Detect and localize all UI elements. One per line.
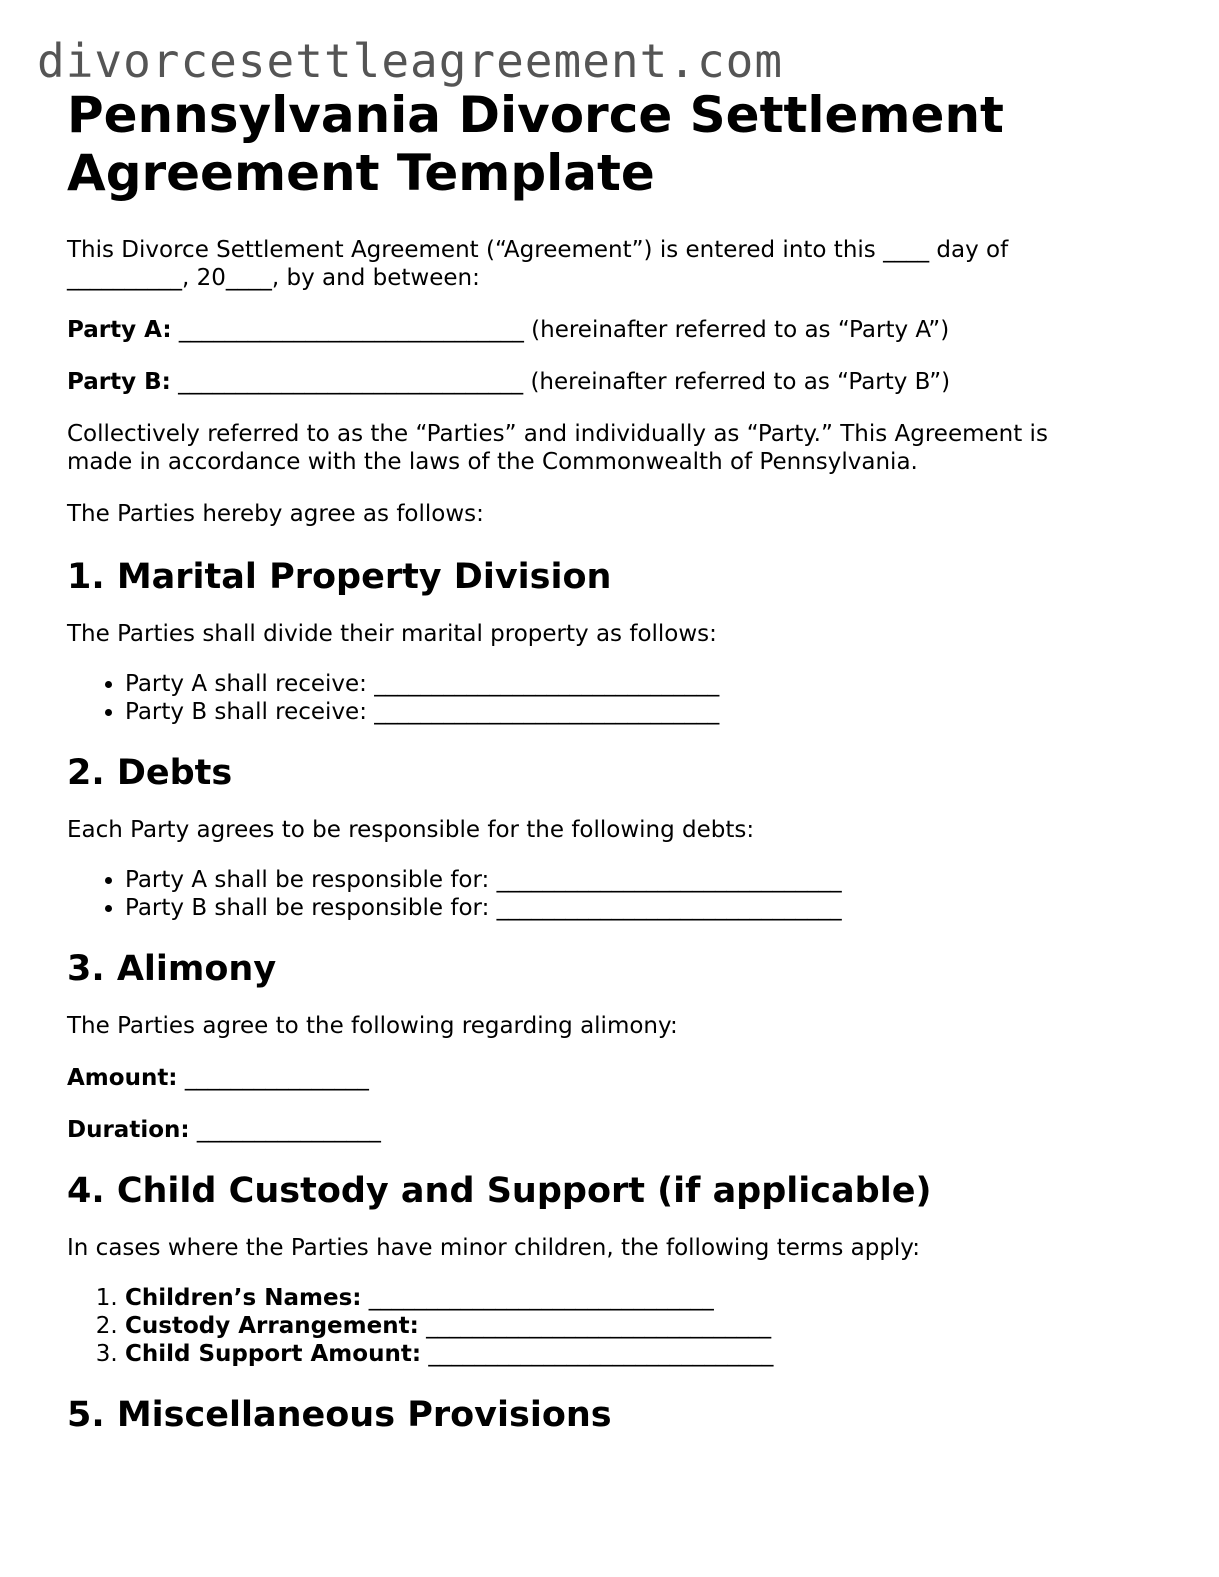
agree-paragraph: The Parties hereby agree as follows:	[67, 501, 484, 527]
list-item	[125, 1284, 1167, 1312]
party-a-line	[67, 316, 1167, 344]
title-line-2: Agreement Template	[67, 144, 655, 202]
list-item	[125, 1312, 1167, 1340]
intro-line-2: __________, 20____, by and between:	[67, 265, 480, 291]
list-item: • Party A shall be responsible for: ______________________________	[125, 866, 1167, 894]
alimony-duration-label: Duration:	[67, 1117, 190, 1143]
alimony-amount-line	[67, 1064, 1167, 1092]
collective-paragraph	[67, 420, 1167, 476]
party-a-text: ______________________________ (hereinafter referred to as “Party A”)	[171, 317, 950, 343]
title-line-1: Pennsylvania Divorce Settlement	[67, 86, 1004, 144]
party-b-text: ______________________________ (hereinafter referred to as “Party B”)	[170, 369, 951, 395]
list-item: • Party A shall receive: ______________________________	[125, 670, 1167, 698]
alimony-duration-blank: ________________	[189, 1117, 381, 1143]
party-a-label: Party A:	[67, 317, 172, 343]
child-support-amount-blank: ______________________________	[421, 1341, 774, 1367]
section-4-heading: 4. Child Custody and Support (if applicable)	[67, 1171, 932, 1211]
party-b-line	[67, 368, 1167, 396]
section-3-body: The Parties agree to the following regarding alimony:	[67, 1013, 678, 1039]
section-1-body: The Parties shall divide their marital property as follows:	[67, 621, 717, 647]
section-2-list	[67, 866, 1167, 922]
section-5-heading: 5. Miscellaneous Provisions	[67, 1395, 612, 1435]
child-support-amount-label: Child Support Amount:	[125, 1341, 422, 1367]
section-1-list	[67, 670, 1167, 726]
section-2-heading: 2. Debts	[67, 753, 233, 793]
alimony-amount-label: Amount:	[67, 1065, 178, 1091]
collective-line-1: Collectively referred to as the “Parties” and individually as “Party.” This Agreement is	[67, 421, 1048, 447]
section-1-heading: 1. Marital Property Division	[67, 557, 612, 597]
custody-arrangement-blank: ______________________________	[418, 1313, 772, 1339]
party-b-label: Party B:	[67, 369, 171, 395]
alimony-amount-blank: ________________	[177, 1065, 369, 1091]
list-item: • Party B shall be responsible for: ______________________________	[125, 894, 1167, 922]
section-2-body: Each Party agrees to be responsible for the following debts:	[67, 817, 755, 843]
section-4-list	[67, 1284, 1167, 1368]
document	[67, 86, 1167, 1436]
list-item: • Party B shall receive: ______________________________	[125, 698, 1167, 726]
alimony-duration-line	[67, 1116, 1167, 1144]
list-item	[125, 1340, 1167, 1368]
children-names-label: Children’s Names:	[125, 1285, 362, 1311]
intro-paragraph	[67, 236, 1167, 292]
children-names-blank: ______________________________	[361, 1285, 714, 1311]
section-4-body: In cases where the Parties have minor children, the following terms apply:	[67, 1235, 920, 1261]
custody-arrangement-label: Custody Arrangement:	[125, 1313, 419, 1339]
intro-line-1: This Divorce Settlement Agreement (“Agreement”) is entered into this ____ day of	[67, 237, 1009, 263]
page-title	[67, 86, 1167, 202]
section-3-heading: 3. Alimony	[67, 949, 277, 989]
watermark: divorcesettleagreement.com	[37, 34, 784, 88]
collective-line-2: made in accordance with the laws of the Commonwealth of Pennsylvania.	[67, 449, 918, 475]
